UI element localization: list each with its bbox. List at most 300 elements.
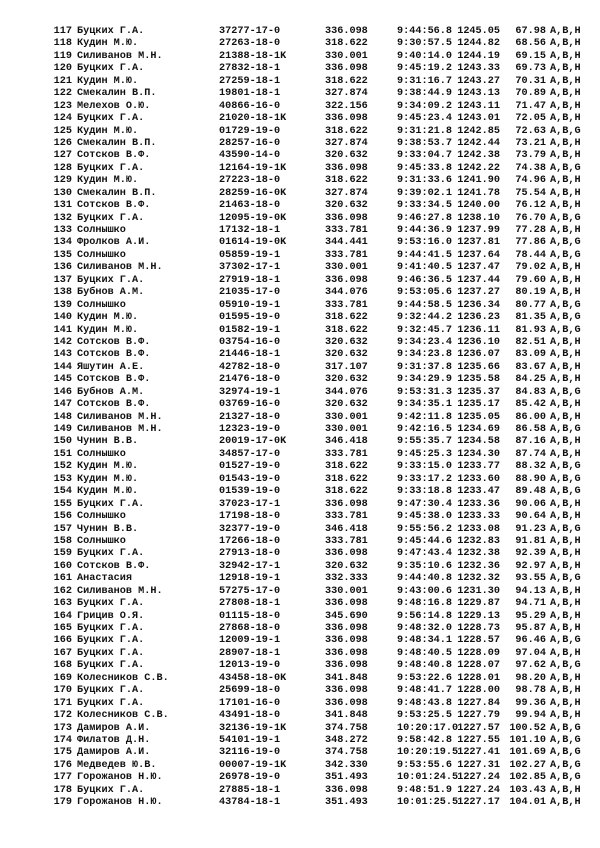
speed-value: 1237.47: [457, 262, 500, 274]
speed-value: 1237.44: [457, 274, 500, 286]
place-number: 139: [53, 299, 72, 311]
ring-number: 43590-14-0: [219, 150, 281, 162]
distance-value: 341.848: [325, 710, 368, 722]
coefficient-value: 73.79: [515, 150, 546, 162]
speed-value: 1233.08: [457, 523, 500, 535]
coefficient-value: 91.23: [515, 523, 546, 535]
speed-value: 1229.87: [457, 598, 500, 610]
category-codes: A,B,H: [550, 225, 581, 236]
arrival-time: 9:46:36.5: [397, 274, 453, 286]
speed-value: 1227.79: [457, 710, 500, 722]
category-codes: A,B,H: [550, 511, 581, 523]
table-row: [50, 759, 581, 772]
distance-value: 320.632: [325, 374, 368, 386]
speed-value: 1237.81: [457, 237, 500, 249]
speed-value: 1228.57: [457, 635, 500, 647]
fancier-name: Силиванов М.Н.: [77, 411, 163, 423]
place-number: 161: [53, 573, 72, 585]
category-codes: A,B,H: [550, 697, 581, 709]
fancier-name: Смекалин В.П.: [77, 137, 157, 149]
arrival-time: 9:48:40.5: [397, 647, 453, 659]
arrival-time: 9:31:21.8: [397, 125, 453, 137]
category-codes: A,B,H: [550, 88, 581, 100]
coefficient-value: 74.96: [515, 175, 546, 187]
distance-value: 330.001: [325, 50, 368, 62]
table-row: [50, 461, 581, 473]
distance-value: 351.493: [325, 772, 368, 784]
table-row: [50, 237, 581, 249]
ring-number: 27259-18-1: [219, 75, 281, 87]
ring-number: 27913-18-0: [219, 548, 281, 560]
coefficient-value: 69.15: [515, 50, 546, 62]
category-codes: A,B,H: [550, 685, 581, 697]
category-codes: A,B,G: [550, 759, 581, 771]
category-codes: A,B,G: [550, 386, 581, 398]
arrival-time: 9:38:44.9: [397, 88, 453, 100]
table-row: [50, 324, 581, 337]
fancier-name: Кудин М.Ю.: [77, 125, 139, 137]
ring-number: 12095-19-0K: [219, 212, 287, 224]
ring-number: 43458-18-0K: [219, 672, 287, 684]
ring-number: 27885-18-1: [219, 784, 281, 796]
place-number: 162: [53, 585, 72, 597]
table-row: [50, 623, 581, 635]
coefficient-value: 77.86: [515, 237, 546, 249]
ring-number: 28259-16-0K: [219, 187, 287, 199]
distance-value: 333.781: [325, 299, 368, 311]
speed-value: 1234.58: [457, 436, 500, 448]
speed-value: 1228.09: [457, 647, 500, 659]
category-codes: A,B,G: [550, 212, 581, 224]
coefficient-value: 94.71: [515, 598, 546, 610]
speed-value: 1235.17: [457, 399, 500, 411]
table-row: [50, 212, 581, 225]
distance-value: 318.622: [325, 486, 368, 498]
place-number: 166: [53, 635, 72, 647]
place-number: 123: [53, 100, 72, 112]
category-codes: A,B,G: [550, 734, 581, 746]
ring-number: 03754-16-0: [219, 336, 281, 348]
place-number: 121: [53, 75, 72, 87]
speed-value: 1228.73: [457, 623, 500, 634]
fancier-name: Колесников С.В.: [77, 672, 169, 684]
coefficient-value: 104.01: [509, 797, 546, 809]
distance-value: 320.632: [325, 200, 368, 212]
category-codes: A,B,H: [550, 361, 581, 373]
distance-value: 336.098: [325, 697, 368, 709]
place-number: 141: [53, 324, 72, 336]
table-row: [50, 187, 581, 200]
coefficient-value: 88.32: [515, 461, 546, 473]
distance-value: 336.098: [325, 63, 368, 75]
table-row: [50, 162, 581, 175]
fancier-name: Буцких Г.А.: [77, 598, 145, 610]
coefficient-value: 90.06: [515, 498, 546, 510]
table-row: [50, 585, 581, 598]
table-row: [50, 697, 581, 710]
coefficient-value: 90.64: [515, 511, 546, 523]
place-number: 155: [53, 498, 72, 510]
distance-value: 345.690: [325, 610, 368, 622]
coefficient-value: 73.21: [515, 137, 546, 149]
ring-number: 21035-17-0: [219, 287, 281, 299]
coefficient-value: 72.05: [515, 113, 546, 125]
fancier-name: Кудин М.Ю.: [77, 75, 139, 87]
fancier-name: Буцких Г.А.: [77, 498, 145, 510]
fancier-name: Буцких Г.А.: [77, 685, 145, 697]
category-codes: A,B,G: [550, 237, 581, 249]
distance-value: 333.781: [325, 225, 368, 236]
fancier-name: Сотсков В.Ф.: [77, 399, 151, 411]
fancier-name: Буцких Г.А.: [77, 660, 145, 672]
coefficient-value: 70.89: [515, 88, 546, 100]
fancier-name: Буцких Г.А.: [77, 647, 145, 659]
coefficient-value: 99.94: [515, 710, 546, 722]
distance-value: 336.098: [325, 685, 368, 697]
distance-value: 341.848: [325, 672, 368, 684]
arrival-time: 9:44:40.8: [397, 573, 453, 585]
ring-number: 37277-17-0: [219, 26, 281, 37]
ring-number: 17132-18-1: [219, 225, 281, 236]
speed-value: 1234.69: [457, 424, 500, 435]
speed-value: 1235.37: [457, 386, 500, 398]
distance-value: 333.781: [325, 448, 368, 460]
coefficient-value: 89.48: [515, 486, 546, 498]
place-number: 128: [53, 162, 72, 174]
speed-value: 1233.77: [457, 461, 500, 473]
table-row: [50, 784, 581, 797]
category-codes: A,B,G: [550, 486, 581, 498]
fancier-name: Сотсков В.Ф.: [77, 560, 151, 572]
category-codes: A,B,H: [550, 63, 581, 75]
arrival-time: 9:44:58.5: [397, 299, 453, 311]
category-codes: A,B,G: [550, 299, 581, 311]
arrival-time: 9:42:16.5: [397, 424, 453, 435]
speed-value: 1244.82: [457, 38, 500, 50]
table-row: [50, 175, 581, 187]
ring-number: 03769-16-0: [219, 399, 281, 411]
place-number: 127: [53, 150, 72, 162]
distance-value: 336.098: [325, 598, 368, 610]
fancier-name: Дамиров А.И.: [77, 747, 151, 759]
category-codes: A,B,H: [550, 498, 581, 510]
fancier-name: Солнышко: [77, 511, 126, 523]
speed-value: 1227.24: [457, 784, 500, 796]
fancier-name: Силиванов М.Н.: [77, 585, 163, 597]
table-row: [50, 486, 581, 498]
fancier-name: Горожанов Н.Ю.: [77, 797, 163, 809]
category-codes: A,B,H: [550, 26, 581, 37]
fancier-name: Медведев Ю.В.: [77, 759, 157, 771]
speed-value: 1234.30: [457, 448, 500, 460]
coefficient-value: 101.10: [509, 734, 546, 746]
table-row: [50, 262, 581, 274]
table-row: [50, 635, 581, 647]
arrival-time: 9:47:30.4: [397, 498, 453, 510]
coefficient-value: 80.77: [515, 299, 546, 311]
fancier-name: Кудин М.Ю.: [77, 324, 139, 336]
coefficient-value: 95.29: [515, 610, 546, 622]
distance-value: 336.098: [325, 635, 368, 647]
coefficient-value: 70.31: [515, 75, 546, 87]
category-codes: A,B,G: [550, 249, 581, 261]
speed-value: 1227.57: [457, 722, 500, 734]
table-row: [50, 38, 581, 50]
coefficient-value: 67.98: [515, 26, 546, 37]
fancier-name: Буцких Г.А.: [77, 635, 145, 647]
fancier-name: Буцких Г.А.: [77, 274, 145, 286]
arrival-time: 9:56:14.8: [397, 610, 453, 622]
coefficient-value: 88.90: [515, 473, 546, 485]
fancier-name: Сотсков В.Ф.: [77, 374, 151, 386]
ring-number: 21476-18-0: [219, 374, 281, 386]
fancier-name: Солнышко: [77, 535, 126, 547]
arrival-time: 9:45:19.2: [397, 63, 453, 75]
place-number: 146: [53, 386, 72, 398]
distance-value: 336.098: [325, 113, 368, 125]
category-codes: A,B,G: [550, 125, 581, 137]
place-number: 170: [53, 685, 72, 697]
table-row: [50, 100, 581, 113]
distance-value: 348.272: [325, 734, 368, 746]
ring-number: 17266-18-0: [219, 535, 281, 547]
speed-value: 1229.13: [457, 610, 500, 622]
ring-number: 01539-19-0: [219, 486, 281, 498]
category-codes: A,B,H: [550, 647, 581, 659]
coefficient-value: 71.47: [515, 100, 546, 112]
arrival-time: 9:53:22.6: [397, 672, 453, 684]
distance-value: 318.622: [325, 125, 368, 137]
category-codes: A,B,H: [550, 623, 581, 634]
speed-value: 1238.10: [457, 212, 500, 224]
table-row: [50, 672, 581, 685]
fancier-name: Буцких Г.А.: [77, 548, 145, 560]
distance-value: 318.622: [325, 473, 368, 485]
distance-value: 318.622: [325, 312, 368, 324]
distance-value: 333.781: [325, 249, 368, 261]
distance-value: 318.622: [325, 75, 368, 87]
coefficient-value: 85.42: [515, 399, 546, 411]
speed-value: 1241.78: [457, 187, 500, 199]
fancier-name: Буцких Г.А.: [77, 113, 145, 125]
speed-value: 1236.10: [457, 336, 500, 348]
place-number: 136: [53, 262, 72, 274]
ring-number: 01729-19-0: [219, 125, 281, 137]
speed-value: 1231.30: [457, 585, 500, 597]
ring-number: 32136-19-1K: [219, 722, 287, 734]
arrival-time: 9:34:09.2: [397, 100, 453, 112]
fancier-name: Горожанов Н.Ю.: [77, 772, 163, 784]
arrival-time: 9:45:33.8: [397, 162, 453, 174]
coefficient-value: 79.02: [515, 262, 546, 274]
speed-value: 1235.66: [457, 361, 500, 373]
fancier-name: Солнышко: [77, 448, 126, 460]
distance-value: 327.874: [325, 187, 368, 199]
place-number: 158: [53, 535, 72, 547]
arrival-time: 9:33:18.8: [397, 486, 453, 498]
fancier-name: Дамиров А.И.: [77, 722, 151, 734]
arrival-time: 9:48:40.8: [397, 660, 453, 672]
table-row: [50, 386, 581, 399]
distance-value: 344.441: [325, 237, 368, 249]
distance-value: 320.632: [325, 150, 368, 162]
distance-value: 330.001: [325, 411, 368, 423]
distance-value: 344.076: [325, 287, 368, 299]
distance-value: 327.874: [325, 88, 368, 100]
place-number: 163: [53, 598, 72, 610]
category-codes: A,B,H: [550, 38, 581, 50]
coefficient-value: 72.63: [515, 125, 546, 137]
arrival-time: 9:55:56.2: [397, 523, 453, 535]
table-row: [50, 361, 581, 374]
ring-number: 05910-19-1: [219, 299, 281, 311]
arrival-time: 9:35:10.6: [397, 560, 453, 572]
place-number: 178: [53, 784, 72, 796]
fancier-name: Сотсков В.Ф.: [77, 349, 151, 361]
place-number: 175: [53, 747, 72, 759]
ring-number: 01115-18-0: [219, 610, 281, 622]
speed-value: 1243.33: [457, 63, 500, 75]
distance-value: 336.098: [325, 647, 368, 659]
distance-value: 330.001: [325, 585, 368, 597]
distance-value: 346.418: [325, 436, 368, 448]
arrival-time: 9:30:57.5: [397, 38, 453, 50]
fancier-name: Кудин М.Ю.: [77, 473, 139, 485]
fancier-name: Кудин М.Ю.: [77, 461, 139, 473]
arrival-time: 9:55:35.7: [397, 436, 453, 448]
place-number: 157: [53, 523, 72, 535]
speed-value: 1242.22: [457, 162, 500, 174]
distance-value: 346.418: [325, 523, 368, 535]
category-codes: A,B,H: [550, 535, 581, 547]
ring-number: 54101-19-1: [219, 734, 281, 746]
fancier-name: Солнышко: [77, 225, 126, 236]
arrival-time: 9:58:42.8: [397, 734, 453, 746]
distance-value: 320.632: [325, 349, 368, 361]
place-number: 160: [53, 560, 72, 572]
place-number: 140: [53, 312, 72, 324]
category-codes: A,B,H: [550, 262, 581, 274]
arrival-time: 9:33:04.7: [397, 150, 453, 162]
table-row: [50, 797, 581, 809]
coefficient-value: 82.51: [515, 336, 546, 348]
ring-number: 21020-18-1K: [219, 113, 287, 125]
place-number: 117: [53, 26, 72, 37]
place-number: 153: [53, 473, 72, 485]
table-row: [50, 349, 581, 361]
table-row: [50, 225, 581, 237]
table-row: [50, 734, 581, 747]
ring-number: 12009-19-1: [219, 635, 281, 647]
coefficient-value: 77.28: [515, 225, 546, 236]
ring-number: 40866-16-0: [219, 100, 281, 112]
fancier-name: Буцких Г.А.: [77, 784, 145, 796]
arrival-time: 9:34:23.4: [397, 336, 453, 348]
category-codes: A,B,H: [550, 374, 581, 386]
ring-number: 12918-19-1: [219, 573, 281, 585]
place-number: 143: [53, 349, 72, 361]
category-codes: A,B,H: [550, 784, 581, 796]
arrival-time: 10:01:24.5: [397, 772, 459, 784]
category-codes: A,B,H: [550, 349, 581, 361]
ring-number: 32974-19-1: [219, 386, 281, 398]
arrival-time: 9:53:25.5: [397, 710, 453, 722]
category-codes: A,B,H: [550, 399, 581, 411]
distance-value: 327.874: [325, 137, 368, 149]
arrival-time: 9:48:34.1: [397, 635, 453, 647]
category-codes: A,B,G: [550, 162, 581, 174]
table-row: [50, 137, 581, 150]
coefficient-value: 94.13: [515, 585, 546, 597]
coefficient-value: 99.36: [515, 697, 546, 709]
ring-number: 12164-19-1K: [219, 162, 287, 174]
place-number: 133: [53, 225, 72, 236]
arrival-time: 9:34:29.9: [397, 374, 453, 386]
coefficient-value: 74.38: [515, 162, 546, 174]
fancier-name: Солнышко: [77, 249, 126, 261]
ring-number: 12013-19-0: [219, 660, 281, 672]
distance-value: 317.107: [325, 361, 368, 373]
distance-value: 322.156: [325, 100, 368, 112]
distance-value: 332.333: [325, 573, 368, 585]
table-row: [50, 75, 581, 88]
speed-value: 1228.07: [457, 660, 500, 672]
category-codes: A,B,H: [550, 797, 581, 809]
ring-number: 19801-18-1: [219, 88, 281, 100]
place-number: 148: [53, 411, 72, 423]
distance-value: 336.098: [325, 162, 368, 174]
coefficient-value: 103.43: [509, 784, 546, 796]
ring-number: 01543-19-0: [219, 473, 281, 485]
speed-value: 1241.90: [457, 175, 500, 187]
fancier-name: Буцких Г.А.: [77, 162, 145, 174]
table-row: [50, 374, 581, 386]
fancier-name: Силиванов М.Н.: [77, 424, 163, 435]
arrival-time: 10:01:25.5: [397, 797, 459, 809]
place-number: 156: [53, 511, 72, 523]
speed-value: 1233.47: [457, 486, 500, 498]
table-row: [50, 710, 581, 722]
fancier-name: Филатов Д.Н.: [77, 734, 151, 746]
distance-value: 330.001: [325, 262, 368, 274]
ring-number: 43784-18-1: [219, 797, 281, 809]
ring-number: 01614-19-0K: [219, 237, 287, 249]
place-number: 149: [53, 424, 72, 435]
place-number: 179: [53, 797, 72, 809]
place-number: 177: [53, 772, 72, 784]
arrival-time: 9:41:40.5: [397, 262, 453, 274]
table-row: [50, 424, 581, 436]
distance-value: 336.098: [325, 623, 368, 634]
arrival-time: 9:31:16.7: [397, 75, 453, 87]
table-row: [50, 312, 581, 324]
place-number: 154: [53, 486, 72, 498]
table-row: [50, 26, 581, 38]
speed-value: 1233.60: [457, 473, 500, 485]
coefficient-value: 101.69: [509, 747, 546, 759]
speed-value: 1237.27: [457, 287, 500, 299]
table-row: [50, 523, 581, 536]
fancier-name: Яшутин А.Е.: [77, 361, 145, 373]
category-codes: A,B,H: [550, 411, 581, 423]
distance-value: 320.632: [325, 560, 368, 572]
category-codes: A,B,H: [550, 548, 581, 560]
place-number: 147: [53, 399, 72, 411]
arrival-time: 9:48:16.8: [397, 598, 453, 610]
fancier-name: Буцких Г.А.: [77, 26, 145, 37]
place-number: 129: [53, 175, 72, 187]
table-row: [50, 50, 581, 63]
